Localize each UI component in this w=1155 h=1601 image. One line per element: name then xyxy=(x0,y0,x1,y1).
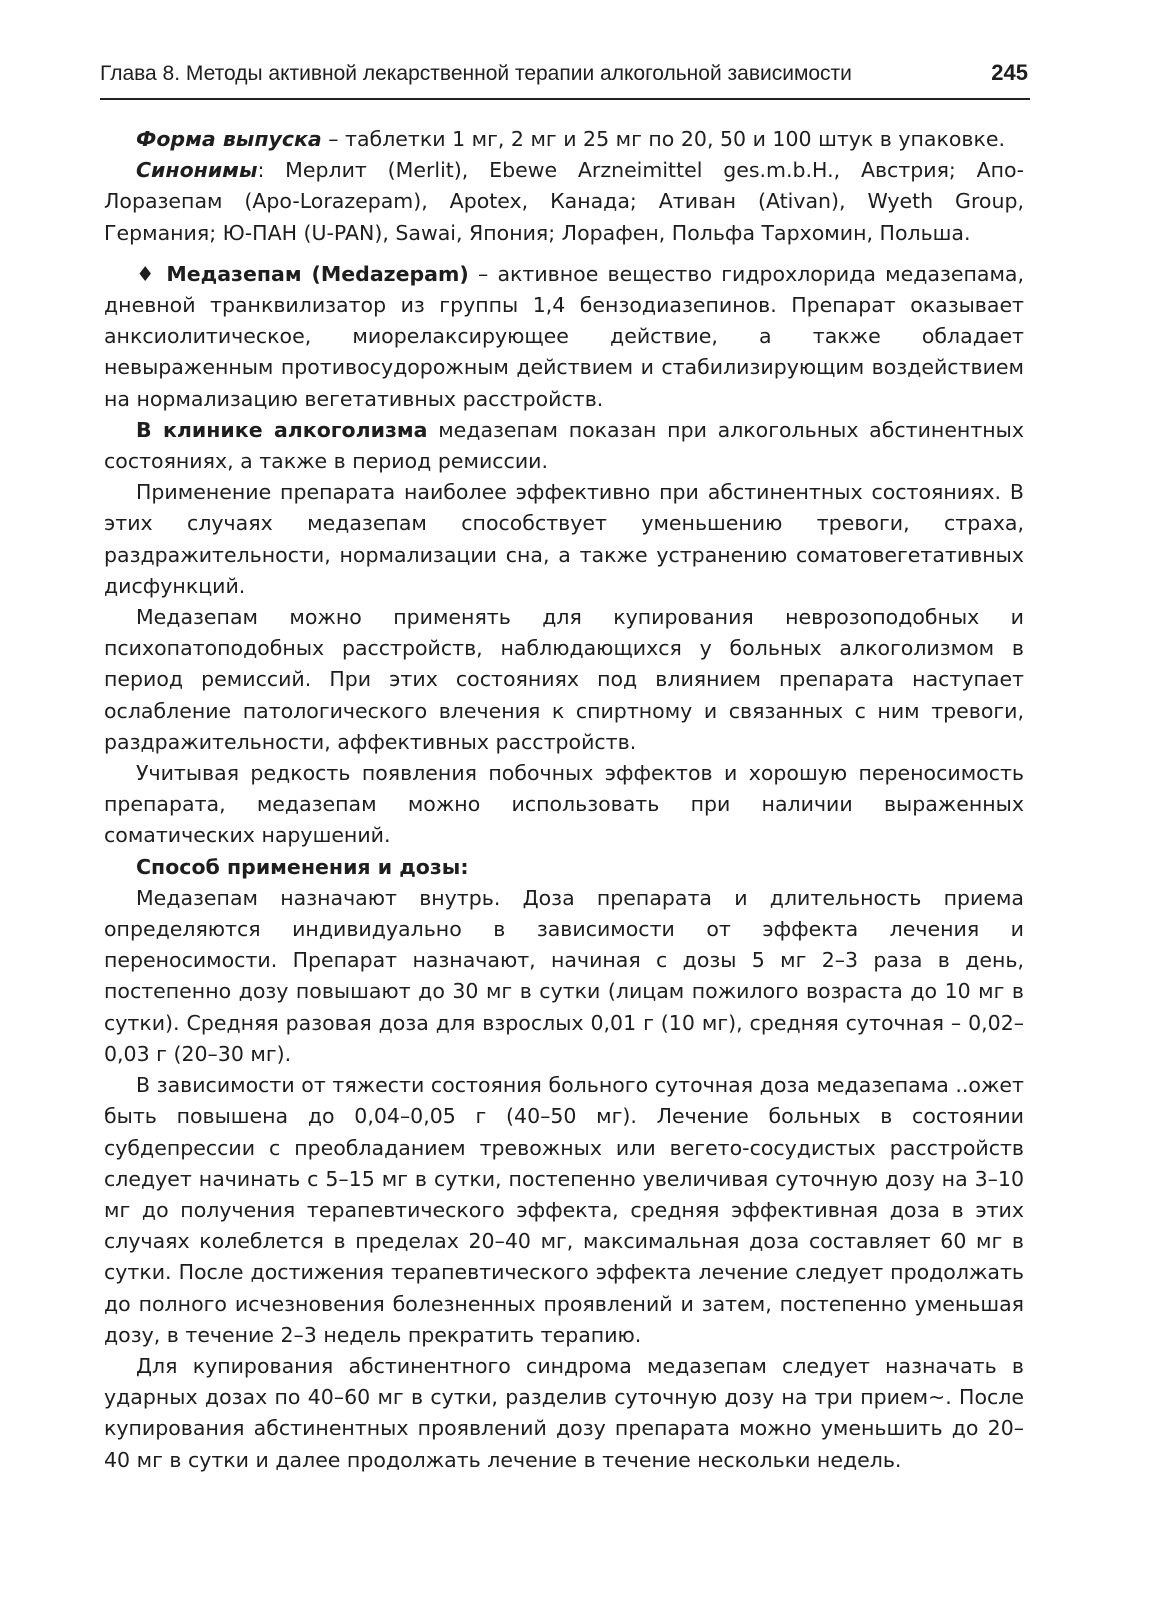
release-form-text: – таблетки 1 мг, 2 мг и 25 мг по 20, 50 и 100 штук в упаковке. xyxy=(321,127,1006,151)
clinic-label: В клинике алкоголизма xyxy=(136,417,428,442)
release-form-paragraph xyxy=(104,124,1024,155)
dosage-paragraph: Медазепам назначают внутрь. Доза препарата и длительность приема определяются индивидуально в зависимости от эффекта лечения и переносимости. Препарат назначают, начиная с дозы 5 мг 2–3 раза в день, постепенно дозу повышают до 30 мг в сутки (лицам пожилого возраста до 10 мг в сутки). Средняя разовая доза для взрослых 0,01 г (10 мг), средняя суточная – 0,02–0,03 г (20–30 мг). xyxy=(104,885,1024,1066)
body-paragraph: Медазепам можно применять для купирования неврозоподобных и психопатоподобных расстройств, наблюдающихся у больных алкоголизмом в период ремиссий. При этих состояниях под влиянием препарата наступает ослабление патологического влечения к спиртному и связанных с ним тревоги, раздражительности, аффективных расстройств. xyxy=(104,605,1024,754)
dosage-paragraph: В зависимости от тяжести состояния больного суточная доза медазепама ..ожет быть повышена до 0,04–0,05 г (40–50 мг). Лечение больных в состоянии субдепрессии с преобладанием тревожных или вегето-сосудистых расстройств следует начинать с 5–15 мг в сутки, постепенно увеличивая суточную дозу на 3–10 мг до получения терапевтического эффекта, средняя эффективная доза в этих случаях колеблется в пределах 20–40 мг, максимальная доза составляет 60 мг в сутки. После достижения терапевтического эффекта лечение следует продолжать до полного исчезновения болезненных проявлений и затем, постепенно уменьшая дозу, в течение 2–3 недель прекратить терапию. xyxy=(104,1073,1024,1347)
dosage-paragraph: Для купирования абстинентного синдрома медазепам следует назначать в ударных дозах по 40–60 мг в сутки, разделив суточную дозу на три прием~. После купирования абстинентных проявлений дозу препарата можно уменьшить до 20–40 мг в сутки и далее продолжать лечение в течение нескольки недель. xyxy=(104,1353,1024,1472)
dosage-heading: Способ применения и дозы: xyxy=(136,854,469,879)
page-body xyxy=(104,124,1024,1476)
release-form-label: Форма выпуска xyxy=(136,127,322,151)
synonyms-paragraph xyxy=(104,155,1024,249)
clinic-paragraph xyxy=(104,415,1024,477)
clinic-text: медазепам показан при алкогольных абстинентных состояниях, а также в период ремиссии. xyxy=(104,417,1024,474)
body-paragraph: Учитывая редкость появления побочных эффектов и хорошую переносимость препарата, медазепам можно использовать при наличии выраженных соматических нарушений. xyxy=(104,761,1024,848)
drug-name: Медазепам (Medazepam) xyxy=(166,261,469,286)
drug-description: – активное вещество гидрохлорида медазепама, дневной транквилизатор из группы 1,4 бензодиазепинов. Препарат оказывает анксиолитическое, миорелаксирующее действие, а также обладает невыраженным противосудорожным действием и стабилизирующим воздействием на нормализацию вегетативных расстройств. xyxy=(104,261,1024,411)
chapter-title: Глава 8. Методы активной лекарственной терапии алкогольной зависимости xyxy=(100,62,852,85)
body-paragraph: Применение препарата наиболее эффективно при абстинентных состояниях. В этих случаях медазепам способствует уменьшению тревоги, страха, раздражительности, нормализации сна, а также устранению соматовегетативных дисфункций. xyxy=(104,480,1024,598)
page-number: 245 xyxy=(991,60,1028,85)
drug-entry xyxy=(104,259,1024,415)
diamond-bullet-icon: ♦ xyxy=(136,261,158,286)
header-rule xyxy=(100,98,1030,100)
synonyms-label: Синонимы xyxy=(136,158,258,183)
running-header xyxy=(100,58,1028,95)
synonyms-text: : Мерлит (Merlit), Ebewe Arzneimittel ges.m.b.H., Австрия; Апо-Лоразепам (Apo-Lorazepam), Apotex, Канада; Ативан (Ativan), Wyeth Group, Германия; Ю-ПАН (U-PAN), Sawai, Япония; Лорафен, Польфа Тархомин, Польша. xyxy=(104,158,1024,245)
